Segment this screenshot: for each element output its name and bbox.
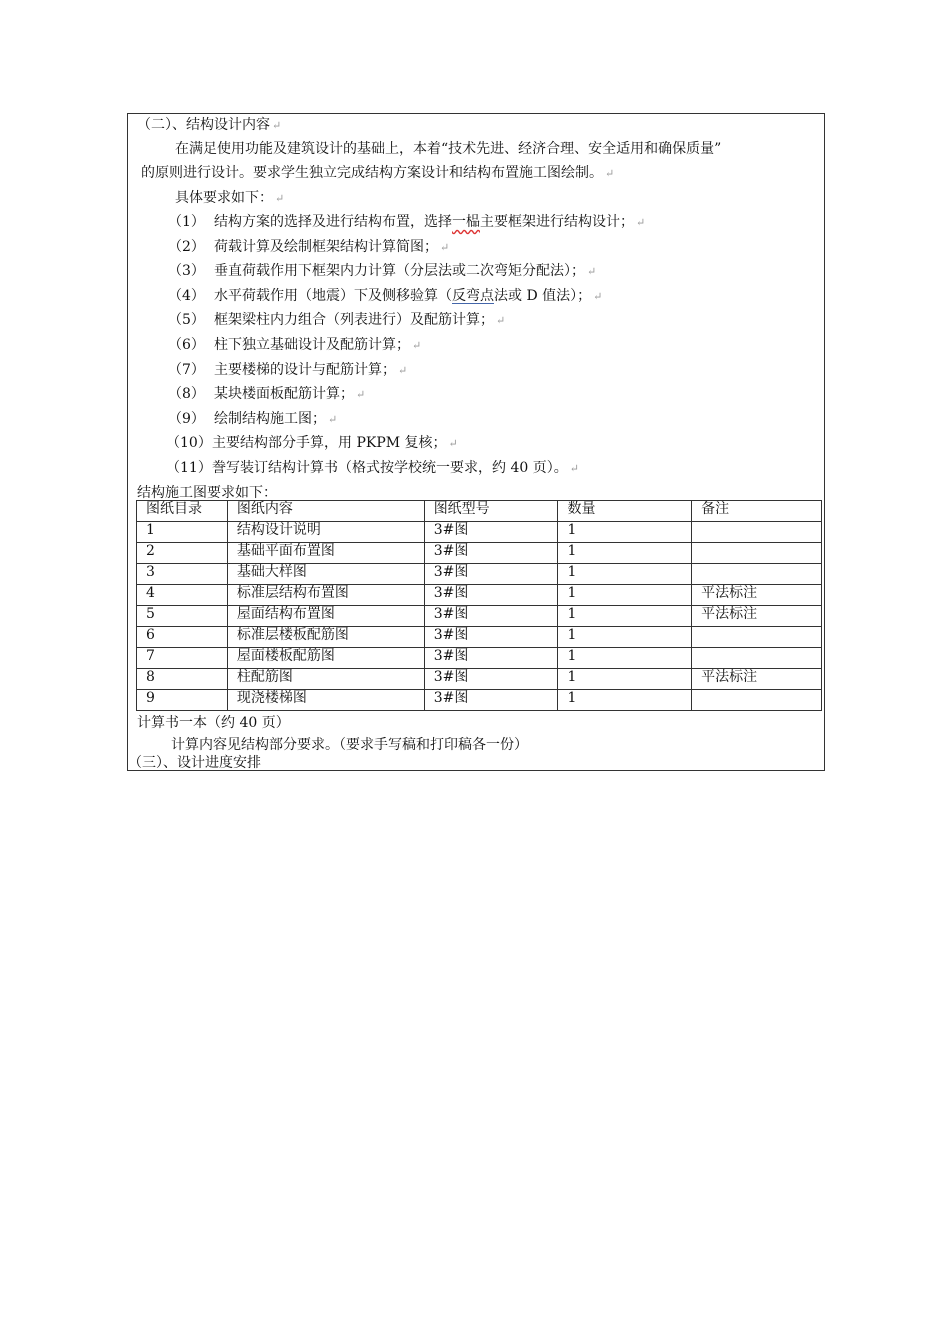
table-row (137, 564, 822, 585)
requirement-text: 主要结构部分手算，用 PKPM 复核； (212, 435, 447, 452)
requirement-number: （9） (168, 410, 205, 427)
table-cell: 基础大样图 (227, 564, 424, 585)
table-cell: 平法标注 (692, 606, 822, 627)
table-cell: 5 (137, 606, 228, 627)
paragraph-mark: ↵ (398, 363, 408, 377)
table-cell: 柱配筋图 (227, 669, 424, 690)
table-cell: 3#图 (424, 585, 558, 606)
paragraph-mark: ↵ (328, 412, 338, 426)
table-cell: 3#图 (424, 606, 558, 627)
table-row (137, 522, 822, 543)
requirement-item (166, 434, 458, 453)
table-cell: 3#图 (424, 669, 558, 690)
requirement-number: （8） (168, 386, 205, 403)
intro-line-1: 在满足使用功能及建筑设计的基础上，本着“技术先进、经济合理、安全适用和确保质量” (175, 141, 722, 157)
table-row (137, 690, 822, 711)
table-header-cell: 备注 (692, 501, 822, 522)
requirement-text: 垂直荷载作用下框架内力计算（分层法或二次弯矩分配法）； (214, 263, 585, 280)
requirement-number: （3） (168, 263, 205, 280)
requirement-number: （10） (166, 435, 212, 452)
table-cell: 3#图 (424, 648, 558, 669)
requirement-text: 水平荷载作用（地震）下及侧移验算（反弯点法或 D 值法）； (214, 287, 592, 304)
table-cell: 1 (558, 648, 692, 669)
requirement-text: 某块楼面板配筋计算； (214, 386, 354, 403)
requirement-item (168, 262, 596, 281)
table-cell: 1 (558, 564, 692, 585)
drawings-heading: 结构施工图要求如下： (137, 485, 277, 501)
table-cell: 现浇楼梯图 (227, 690, 424, 711)
requirement-item (168, 213, 645, 232)
table-cell: 3#图 (424, 627, 558, 648)
requirements-heading: 具体要求如下： ↵ (175, 190, 285, 206)
table-cell: 1 (137, 522, 228, 543)
requirement-number: （2） (168, 238, 205, 255)
requirement-item (166, 459, 579, 478)
table-header-cell: 图纸目录 (137, 501, 228, 522)
table-cell: 3 (137, 564, 228, 585)
requirement-text: 柱下独立基础设计及配筋计算； (214, 337, 410, 353)
table-cell: 3#图 (424, 522, 558, 543)
table-cell: 7 (137, 648, 228, 669)
table-cell: 3#图 (424, 543, 558, 564)
requirement-item (168, 287, 602, 306)
table-cell: 1 (558, 669, 692, 690)
table-row (137, 627, 822, 648)
requirement-text: 框架梁柱内力组合（列表进行）及配筋计算； (214, 312, 494, 329)
requirement-number: （1） (168, 214, 205, 230)
calc-book-note: 计算内容见结构部分要求。（要求手写稿和打印稿各一份） (171, 737, 528, 753)
table-cell (692, 627, 822, 648)
table-cell (692, 690, 822, 711)
requirement-item (168, 385, 365, 404)
table-cell: 2 (137, 543, 228, 564)
requirement-item (168, 311, 505, 330)
requirement-text: 誊写装订结构计算书（格式按学校统一要求，约 40 页）。 (212, 460, 568, 476)
table-cell (692, 543, 822, 564)
table-header-row (137, 501, 822, 522)
table-cell (692, 522, 822, 543)
intro-line-2: 的原则进行设计。要求学生独立完成结构方案设计和结构布置施工图绘制。 ↵ (141, 165, 615, 181)
table-cell: 平法标注 (692, 585, 822, 606)
table-cell (692, 648, 822, 669)
paragraph-mark: ↵ (587, 265, 597, 279)
table-cell: 6 (137, 627, 228, 648)
drawings-table (136, 500, 822, 711)
requirement-number: （6） (168, 337, 205, 353)
requirement-text: 荷载计算及绘制框架结构计算简图； (214, 238, 438, 255)
paragraph-mark: ↵ (569, 462, 579, 475)
table-cell: 标准层楼板配筋图 (227, 627, 424, 648)
table-row (137, 648, 822, 669)
paragraph-mark: ↵ (412, 339, 422, 352)
table-cell: 平法标注 (692, 669, 822, 690)
table-cell: 8 (137, 669, 228, 690)
table-header-cell: 数量 (558, 501, 692, 522)
table-cell: 1 (558, 522, 692, 543)
table-cell: 9 (137, 690, 228, 711)
requirement-text: 主要楼梯的设计与配筋计算； (214, 361, 396, 378)
table-cell: 屋面楼板配筋图 (227, 648, 424, 669)
calc-book-title: 计算书一本（约 40 页） (137, 715, 290, 731)
paragraph-mark: ↵ (356, 388, 366, 402)
paragraph-mark: ↵ (593, 289, 603, 303)
requirement-number: （4） (168, 287, 205, 304)
table-cell: 4 (137, 585, 228, 606)
requirement-item (168, 238, 449, 257)
table-row (137, 543, 822, 564)
requirement-number: （7） (168, 361, 205, 378)
table-cell: 3#图 (424, 690, 558, 711)
requirement-item (168, 361, 407, 380)
table-row (137, 606, 822, 627)
table-cell: 1 (558, 606, 692, 627)
paragraph-mark: ↵ (448, 437, 458, 451)
table-cell: 屋面结构布置图 (227, 606, 424, 627)
requirement-number: （5） (168, 312, 205, 329)
paragraph-mark: ↵ (636, 216, 646, 229)
table-cell: 1 (558, 690, 692, 711)
table-cell: 1 (558, 585, 692, 606)
paragraph-mark: ↵ (440, 240, 450, 254)
requirement-number: （11） (166, 460, 212, 476)
table-row (137, 669, 822, 690)
table-header-cell: 图纸型号 (424, 501, 558, 522)
table-cell: 1 (558, 627, 692, 648)
requirement-text: 结构方案的选择及进行结构布置，选择一榀主要框架进行结构设计； (214, 214, 634, 230)
table-cell: 1 (558, 543, 692, 564)
table-cell: 3#图 (424, 564, 558, 585)
section2-heading: （二）、结构设计内容 ↵ (137, 117, 282, 133)
requirement-item (168, 410, 337, 429)
table-row (137, 585, 822, 606)
requirement-text: 绘制结构施工图； (214, 410, 326, 427)
table-header-cell: 图纸内容 (227, 501, 424, 522)
table-cell: 基础平面布置图 (227, 543, 424, 564)
paragraph-mark: ↵ (496, 314, 506, 328)
requirement-item (168, 336, 421, 355)
table-cell: 标准层结构布置图 (227, 585, 424, 606)
table-cell (692, 564, 822, 585)
section3-heading: （三）、设计进度安排 (128, 755, 261, 771)
table-cell: 结构设计说明 (227, 522, 424, 543)
